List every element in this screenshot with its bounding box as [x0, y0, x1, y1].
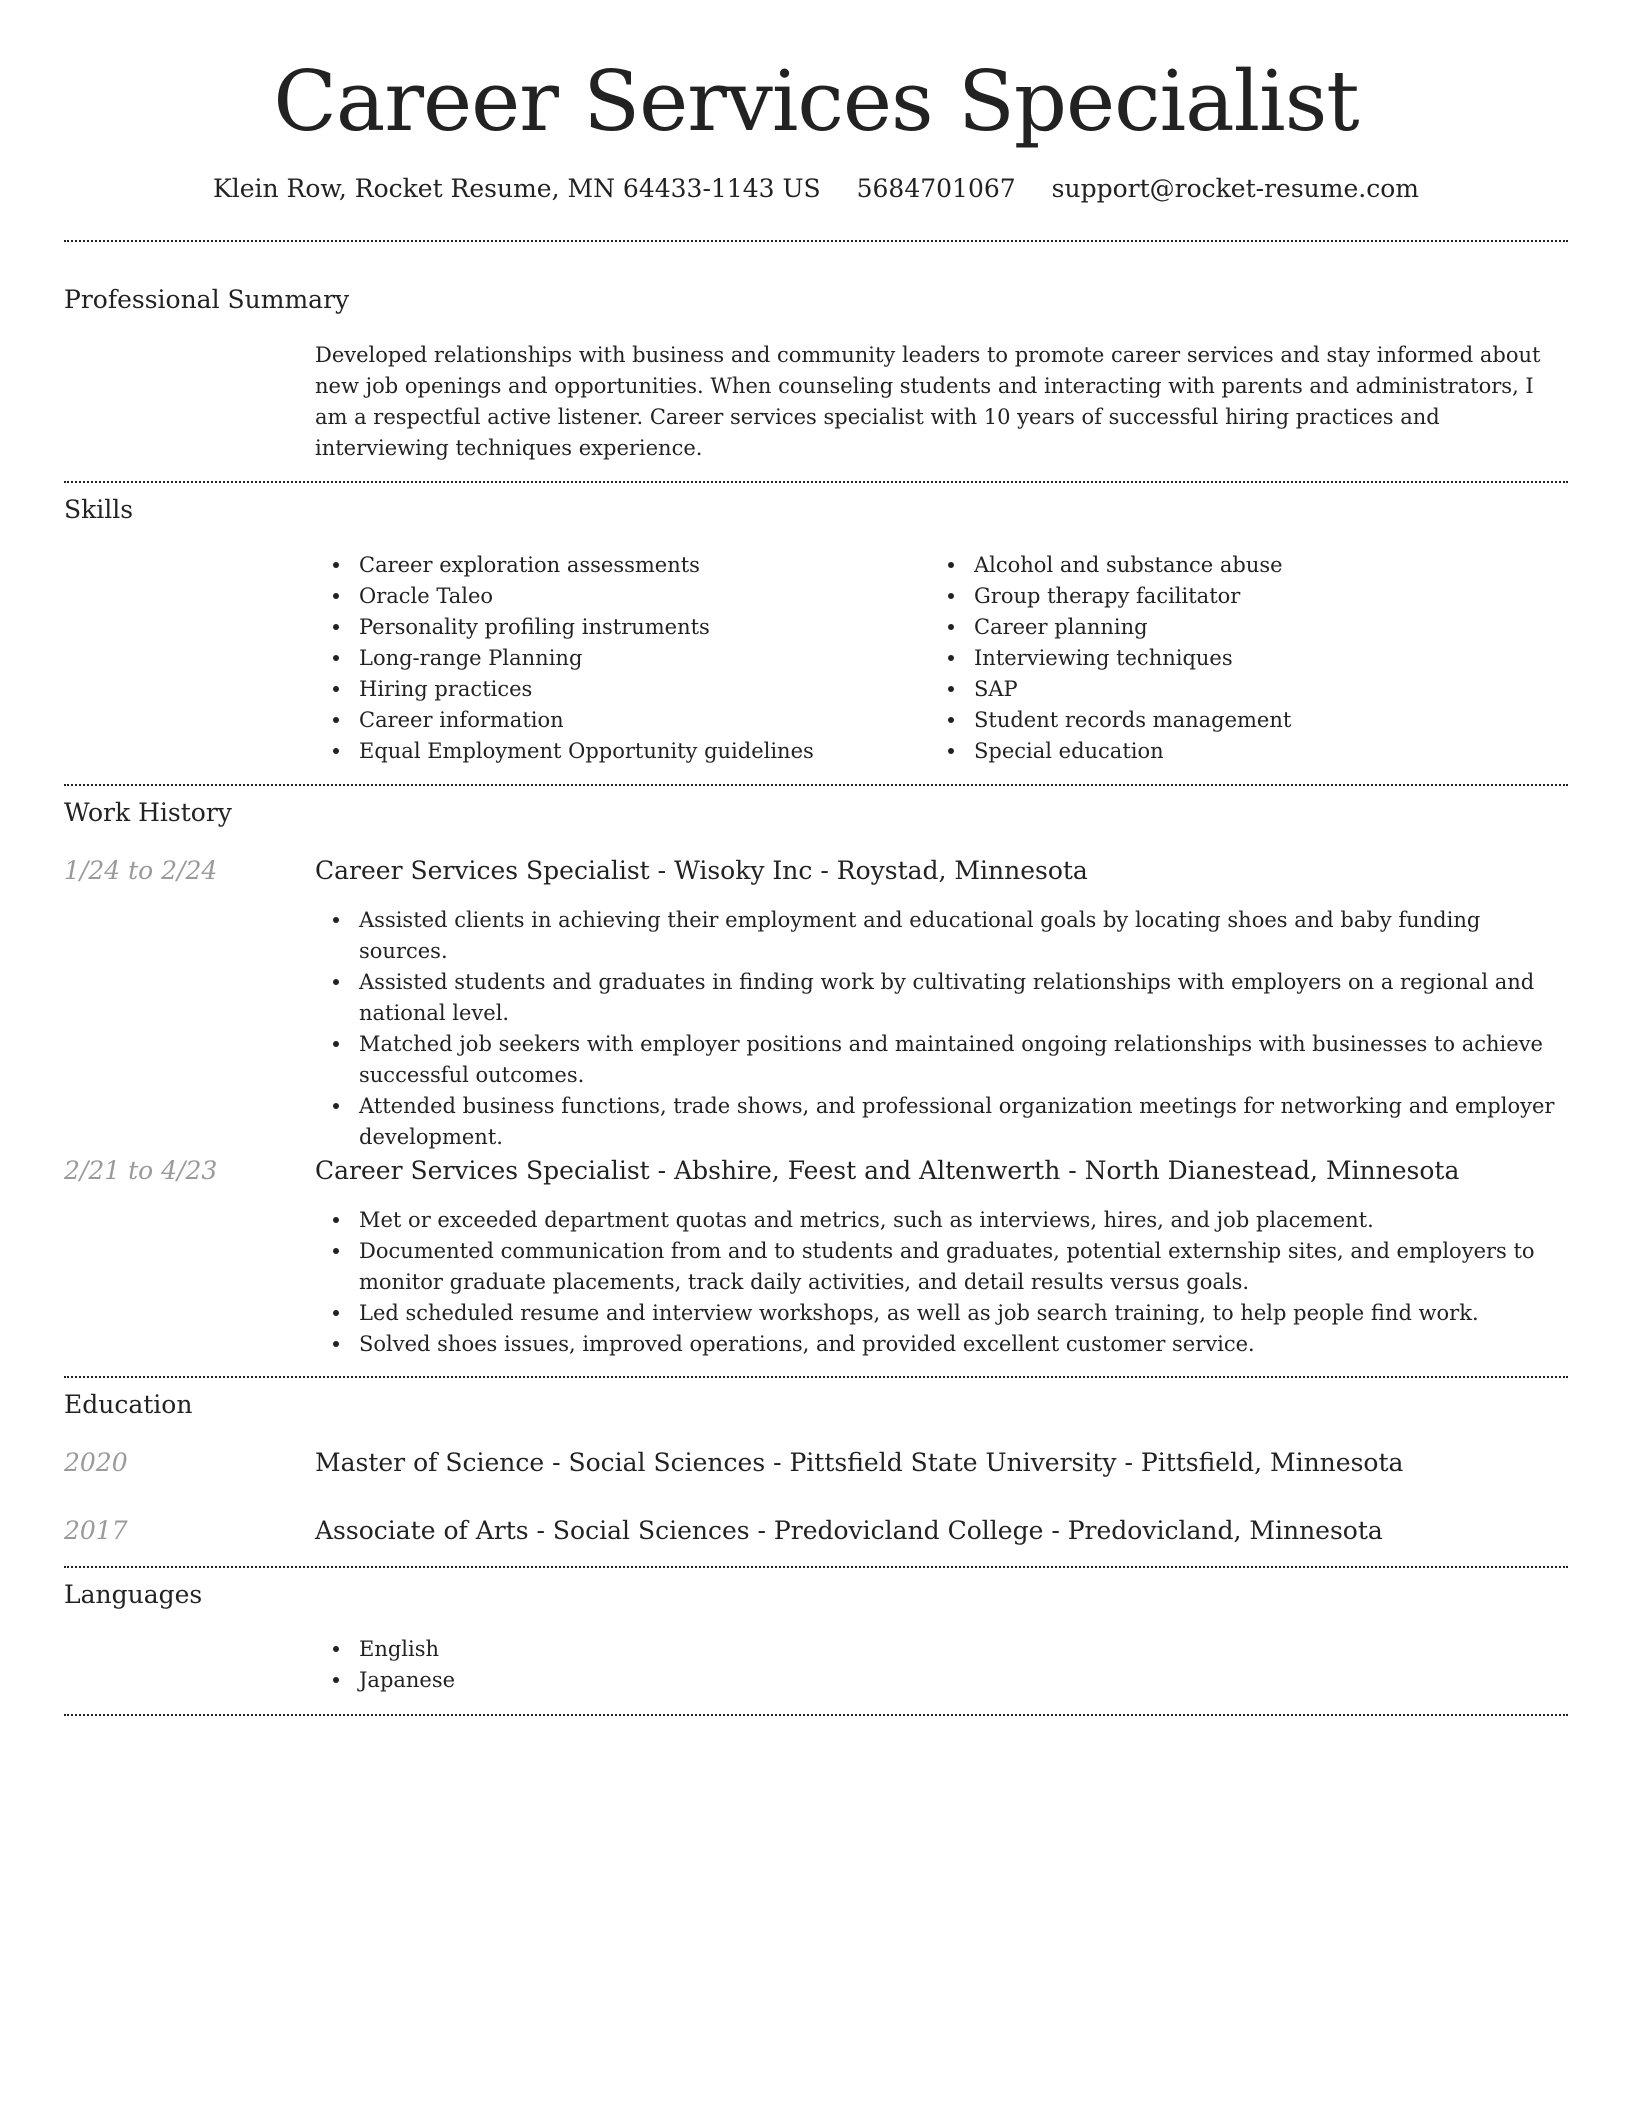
list-item: Alcohol and substance abuse: [974, 550, 1574, 581]
education-heading: Associate of Arts - Social Sciences - Predovicland College - Predovicland, Minnesota: [315, 1516, 1383, 1545]
job-bullets: [315, 1205, 1568, 1360]
divider: [64, 1376, 1568, 1378]
divider: [64, 784, 1568, 786]
job-heading: Career Services Specialist - Wisoky Inc - Roystad, Minnesota: [315, 856, 1088, 885]
job-bullets: [315, 905, 1568, 1153]
list-item: SAP: [974, 674, 1574, 705]
list-item: Career planning: [974, 612, 1574, 643]
summary-title: Professional Summary: [64, 285, 350, 314]
candidate-name: Career Services Specialist: [273, 53, 1359, 150]
list-item: Documented communication from and to students and graduates, potential externship sites, and employers to monitor graduate placements, track daily activities, and detail results versus goals.: [359, 1236, 1568, 1298]
list-item: Oracle Taleo: [359, 581, 919, 612]
list-item: Special education: [974, 736, 1574, 767]
list-item: Japanese: [359, 1665, 959, 1696]
list-item: Personality profiling instruments: [359, 612, 919, 643]
list-item: Led scheduled resume and interview workshops, as well as job search training, to help people find work.: [359, 1298, 1568, 1329]
divider: [64, 481, 1568, 483]
contact-line: [64, 172, 1568, 206]
list-item: Assisted clients in achieving their employment and educational goals by locating shoes and baby funding sources.: [359, 905, 1568, 967]
job-dates: 2/21 to 4/23: [64, 1156, 218, 1185]
skills-title: Skills: [64, 495, 134, 524]
contact-email: support@rocket-resume.com: [1051, 174, 1419, 203]
contact-address: Klein Row, Rocket Resume, MN 64433-1143 US: [213, 174, 821, 203]
work-title: Work History: [64, 798, 232, 827]
list-item: Career exploration assessments: [359, 550, 919, 581]
divider: [64, 1714, 1568, 1716]
education-year: 2020: [64, 1448, 128, 1477]
summary-text: Developed relationships with business and community leaders to promote career services and stay informed about new job openings and opportunities. When counseling students and interacting with parents and administrators, I am a respectful active listener. Career services specialist with 10 years of successful hiring practices and interviewing techniques experience.: [315, 343, 1541, 460]
list-item: Group therapy facilitator: [974, 581, 1574, 612]
job-heading: Career Services Specialist - Abshire, Feest and Altenwerth - North Dianestead, Minnesota: [315, 1156, 1460, 1185]
list-item: Student records management: [974, 705, 1574, 736]
list-item: Assisted students and graduates in finding work by cultivating relationships with employers on a regional and national level.: [359, 967, 1568, 1029]
list-item: Long-range Planning: [359, 643, 919, 674]
job-dates: 1/24 to 2/24: [64, 856, 218, 885]
list-item: Solved shoes issues, improved operations, and provided excellent customer service.: [359, 1329, 1568, 1360]
list-item: Interviewing techniques: [974, 643, 1574, 674]
education-heading: Master of Science - Social Sciences - Pittsfield State University - Pittsfield, Minnesota: [315, 1448, 1404, 1477]
list-item: Equal Employment Opportunity guidelines: [359, 736, 919, 767]
list-item: Met or exceeded department quotas and metrics, such as interviews, hires, and job placement.: [359, 1205, 1568, 1236]
languages-title: Languages: [64, 1580, 203, 1609]
divider: [64, 1566, 1568, 1568]
list-item: English: [359, 1634, 959, 1665]
divider: [64, 240, 1568, 242]
list-item: Hiring practices: [359, 674, 919, 705]
contact-phone: 5684701067: [856, 174, 1016, 203]
skills-list-left: [315, 550, 919, 767]
languages-list: [315, 1634, 959, 1696]
education-title: Education: [64, 1390, 193, 1419]
list-item: Career information: [359, 705, 919, 736]
list-item: Attended business functions, trade shows, and professional organization meetings for networking and employer development.: [359, 1091, 1568, 1153]
skills-list-right: [930, 550, 1574, 767]
education-year: 2017: [64, 1516, 128, 1545]
list-item: Matched job seekers with employer positions and maintained ongoing relationships with businesses to achieve successful outcomes.: [359, 1029, 1568, 1091]
